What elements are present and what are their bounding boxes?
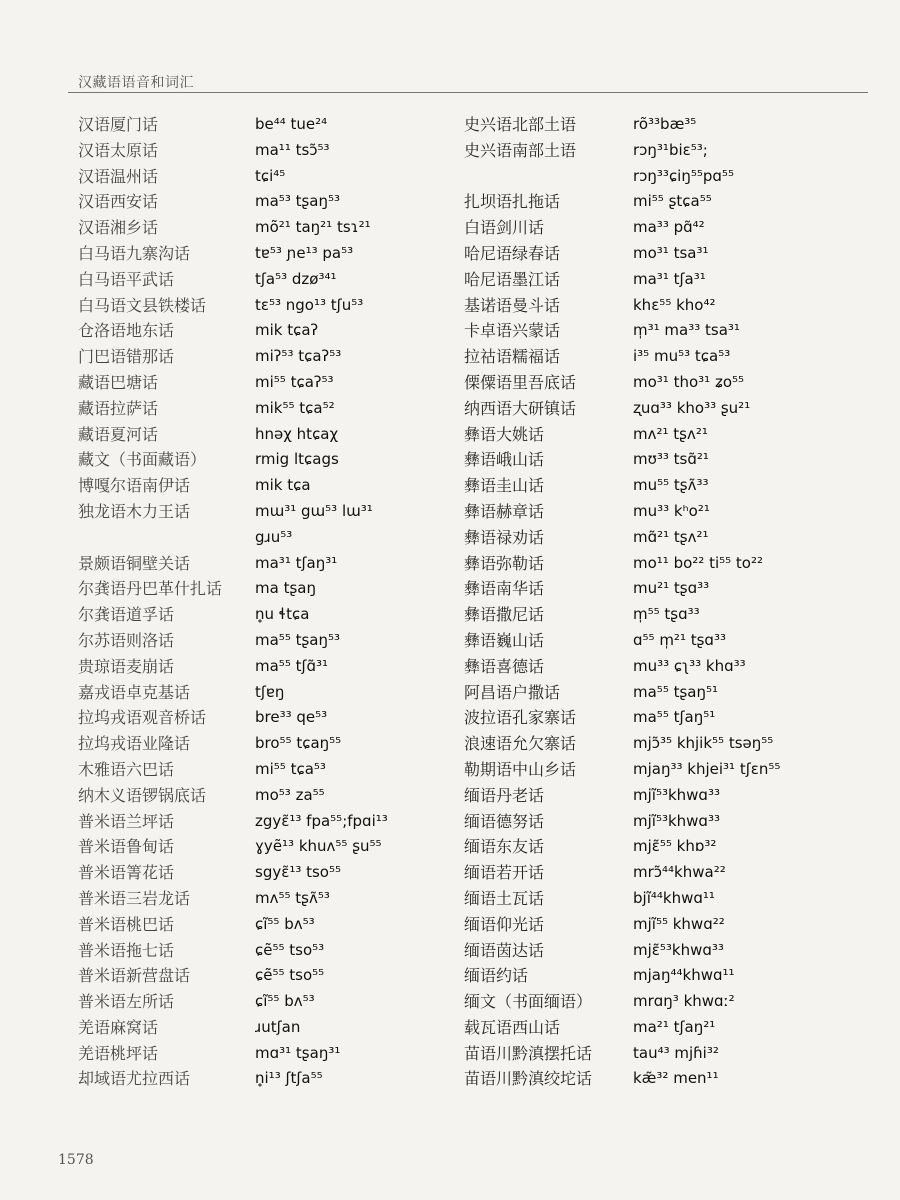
entry-row [60, 886, 460, 912]
word-form: miʔ⁵³ tɕaʔ⁵³ [255, 347, 342, 366]
dialect-name: 缅语东友话 [464, 837, 545, 857]
word-form: mʌ⁵⁵ tʂʌ̃⁵³ [255, 888, 330, 907]
dialect-name: 阿昌语户撒话 [464, 682, 561, 702]
dialect-name: 白语剑川话 [464, 218, 545, 238]
word-form: mi⁵⁵ tɕaʔ⁵³ [255, 372, 334, 391]
dialect-name: 纳木义语锣锅底话 [78, 785, 207, 805]
dialect-name: 彝语峨山话 [464, 450, 545, 470]
page-number: 1578 [58, 1152, 94, 1168]
entry-row [60, 912, 460, 938]
entry-row [60, 602, 460, 628]
entry-row [60, 551, 460, 577]
entry-row [455, 422, 875, 448]
dialect-name: 苗语川黔滇绞坨话 [464, 1069, 593, 1089]
dialect-name: 缅文（书面缅语） [464, 992, 593, 1012]
word-form: sgyɛ̃¹³ tso⁵⁵ [255, 863, 342, 882]
word-form: mik tɕa [255, 476, 311, 495]
entry-row [455, 396, 875, 422]
dialect-name: 扎坝语扎拖话 [464, 192, 561, 212]
entry-row [455, 731, 875, 757]
dialect-name: 门巴语错那话 [78, 347, 175, 367]
dialect-name: 普米语三岩龙话 [78, 888, 191, 908]
word-form: mu²¹ tʂɑ³³ [633, 579, 710, 598]
dialect-name: 普米语桃巴话 [78, 914, 175, 934]
word-form: bre³³ qe⁵³ [255, 708, 328, 727]
word-form: ma²¹ tʃaŋ²¹ [633, 1017, 716, 1036]
entry-row [455, 1066, 875, 1092]
entry-row [60, 112, 460, 138]
entry-row [60, 499, 460, 525]
left-column [60, 112, 460, 1092]
entry-row [455, 757, 875, 783]
entry-row [60, 267, 460, 293]
word-form: kæ̃³² men¹¹ [633, 1069, 719, 1088]
entry-row [60, 138, 460, 164]
word-form: hnəχ htɕaχ [255, 424, 339, 443]
entry-row [455, 189, 875, 215]
word-form: zgyɛ̃¹³ fpa⁵⁵;fpɑi¹³ [255, 811, 388, 830]
dialect-name: 史兴语南部土语 [464, 140, 577, 160]
dialect-name: 藏文（书面藏语） [78, 450, 207, 470]
entry-row [455, 293, 875, 319]
word-form: mɯ³¹ gɯ⁵³ lɯ³¹ [255, 501, 373, 520]
word-form: tʃɐŋ [255, 682, 285, 701]
entry-row [60, 1041, 460, 1067]
word-form: be⁴⁴ tue²⁴ [255, 115, 328, 133]
entry-row [455, 576, 875, 602]
word-form: ma tʂaŋ [255, 579, 316, 598]
word-form: mɑ̃²¹ tʂʌ²¹ [633, 527, 709, 546]
entry-row [60, 680, 460, 706]
dialect-name: 基诺语曼斗话 [464, 295, 561, 315]
entry-row [455, 344, 875, 370]
dialect-name: 苗语川黔滇摆托话 [464, 1043, 593, 1063]
dialect-name: 载瓦语西山话 [464, 1017, 561, 1037]
word-form: mʌ²¹ tʂʌ²¹ [633, 424, 708, 443]
word-form: tɐ⁵³ ɲe¹³ pa⁵³ [255, 243, 354, 262]
entry-row [455, 164, 875, 190]
word-form: ma³¹ tʃa³¹ [633, 269, 706, 288]
entry-row [60, 628, 460, 654]
entry-row [60, 1066, 460, 1092]
dialect-name: 藏语巴塘话 [78, 372, 159, 392]
dialect-name: 白马语平武话 [78, 269, 175, 289]
word-form: ɕẽ⁵⁵ tso⁵⁵ [255, 966, 325, 985]
entry-row [455, 602, 875, 628]
word-form: mik⁵⁵ tɕa⁵² [255, 398, 335, 417]
entry-row [60, 164, 460, 190]
dialect-name: 拉祜语糯福话 [464, 347, 561, 367]
dialect-name: 羌语桃坪话 [78, 1043, 159, 1063]
word-form: m̩³¹ ma³³ tsa³¹ [633, 321, 740, 340]
dialect-name: 普米语鲁甸话 [78, 837, 175, 857]
word-form: mõ²¹ taŋ²¹ tsɿ²¹ [255, 218, 371, 237]
dialect-name: 缅语德努话 [464, 811, 545, 831]
entry-row [455, 499, 875, 525]
entry-row [60, 938, 460, 964]
dialect-name: 彝语撒尼话 [464, 605, 545, 625]
dialect-name: 波拉语孔家寨话 [464, 708, 577, 728]
word-form: rɔŋ³³ɕiŋ⁵⁵pɑ⁵⁵ [633, 166, 734, 185]
dialect-name: 汉语西安话 [78, 192, 159, 212]
dialect-name: 羌语麻窝话 [78, 1017, 159, 1037]
entry-row [455, 834, 875, 860]
word-form: ma⁵⁵ tʃaŋ⁵¹ [633, 708, 716, 727]
entry-row [455, 318, 875, 344]
word-form: bro⁵⁵ tɕaŋ⁵⁵ [255, 734, 342, 753]
dialect-name: 藏语夏河话 [78, 424, 159, 444]
word-form: ɑ⁵⁵ m̩²¹ tʂɑ³³ [633, 630, 726, 649]
dialect-name: 白马语文县铁楼话 [78, 295, 207, 315]
dialect-name: 嘉戎语卓克基话 [78, 682, 191, 702]
word-form: ʐuɑ³³ kho³³ ʂu²¹ [633, 398, 751, 417]
dialect-name: 彝语南华话 [464, 579, 545, 599]
entry-row [455, 370, 875, 396]
entry-row [60, 370, 460, 396]
entry-row [60, 422, 460, 448]
dialect-name: 彝语赫章话 [464, 501, 545, 521]
entry-row [60, 963, 460, 989]
word-form: rmig ltɕags [255, 450, 339, 469]
entry-row [455, 963, 875, 989]
dialect-name: 哈尼语绿春话 [464, 243, 561, 263]
word-form: ma³³ pɑ̃⁴² [633, 218, 705, 237]
dialect-name: 仓洛语地东话 [78, 321, 175, 341]
entry-row [60, 705, 460, 731]
word-form: mjaŋ³³ khjei³¹ tʃɛn⁵⁵ [633, 759, 781, 778]
dialect-name: 彝语巍山话 [464, 630, 545, 650]
dialect-name: 尔苏语则洛话 [78, 630, 175, 650]
dialect-name: 缅语若开话 [464, 863, 545, 883]
dialect-name: 彝语弥勒话 [464, 553, 545, 573]
entry-row [60, 783, 460, 809]
word-form: mjɔ̃³⁵ khjik⁵⁵ tsəŋ⁵⁵ [633, 734, 774, 753]
dialect-name: 尔龚语道孚话 [78, 605, 175, 625]
entry-row [60, 396, 460, 422]
entry-row [455, 551, 875, 577]
word-form: mu³³ ɕʅ³³ khɑ³³ [633, 656, 746, 675]
word-form: tʃa⁵³ dzø³⁴¹ [255, 269, 337, 288]
word-form: ɕĩ⁵⁵ bʌ⁵³ [255, 914, 315, 933]
entry-row [455, 215, 875, 241]
word-form: mjaŋ⁴⁴khwɑ¹¹ [633, 966, 735, 985]
word-form: mɑ³¹ tʂaŋ³¹ [255, 1043, 341, 1062]
word-form: ma⁵⁵ tʂaŋ⁵¹ [633, 682, 719, 701]
dialect-name: 汉语湘乡话 [78, 218, 159, 238]
dialect-name: 勒期语中山乡话 [464, 759, 577, 779]
entry-row [455, 809, 875, 835]
entry-row [60, 860, 460, 886]
word-form: mo³¹ tho³¹ ʑo⁵⁵ [633, 372, 745, 391]
dialect-name: 缅语仰光话 [464, 914, 545, 934]
dialect-name: 却域语尤拉西话 [78, 1069, 191, 1089]
word-form: mrɔ̃⁴⁴khwa²² [633, 863, 726, 882]
entry-row [455, 525, 875, 551]
word-form: rɔŋ³¹biɛ⁵³; [633, 140, 708, 159]
entry-row [455, 680, 875, 706]
dialect-name: 缅语土瓦话 [464, 888, 545, 908]
entry-row [455, 241, 875, 267]
word-form: ɕẽ⁵⁵ tso⁵³ [255, 940, 325, 959]
word-form: i³⁵ mu⁵³ tɕa⁵³ [633, 347, 731, 366]
dialect-name: 博嘎尔语南伊话 [78, 476, 191, 496]
entry-row [455, 628, 875, 654]
entry-row [60, 189, 460, 215]
entry-row [60, 654, 460, 680]
dialect-name: 傈僳语里吾底话 [464, 372, 577, 392]
entry-row [60, 473, 460, 499]
word-form: ma⁵³ tʂaŋ⁵³ [255, 192, 341, 211]
dialect-name: 汉语太原话 [78, 140, 159, 160]
dialect-name: 纳西语大研镇话 [464, 398, 577, 418]
word-form: n̥u ɬtɕa [255, 605, 310, 624]
word-form: khɛ⁵⁵ kho⁴² [633, 295, 716, 314]
word-form: mo³¹ tsa³¹ [633, 243, 709, 262]
entry-row [455, 654, 875, 680]
dialect-name: 彝语禄劝话 [464, 527, 545, 547]
dialect-name: 白马语九寨沟话 [78, 243, 191, 263]
dialect-name: 拉坞戎语观音桥话 [78, 708, 207, 728]
entry-row [455, 912, 875, 938]
entry-row [455, 783, 875, 809]
dialect-name: 彝语圭山话 [464, 476, 545, 496]
dialect-name: 贵琼语麦崩话 [78, 656, 175, 676]
word-form: rõ³³bæ³⁵ [633, 115, 697, 133]
word-form: mrɑŋ³ khwɑː² [633, 992, 735, 1011]
entry-row [455, 473, 875, 499]
dialect-name: 独龙语木力王话 [78, 501, 191, 521]
word-form: mjɛ̃⁵⁵ khɒ³² [633, 837, 717, 856]
word-form: mu³³ kʰo²¹ [633, 501, 710, 520]
word-form: tɕi⁴⁵ [255, 166, 286, 185]
entry-row [455, 447, 875, 473]
dialect-name: 缅语约话 [464, 966, 529, 986]
dialect-name: 普米语箐花话 [78, 863, 175, 883]
word-form: ɕĩ⁵⁵ bʌ⁵³ [255, 992, 315, 1011]
entry-row [60, 344, 460, 370]
word-form: mʊ³³ tsɑ̃²¹ [633, 450, 709, 469]
word-form: mjĩ⁵⁵ khwɑ²² [633, 914, 725, 933]
word-form: tɛ⁵³ ngo¹³ tʃu⁵³ [255, 295, 364, 314]
dialect-name: 普米语新营盘话 [78, 966, 191, 986]
right-column [455, 112, 875, 1092]
dialect-name: 藏语拉萨话 [78, 398, 159, 418]
dialect-name: 浪速语允欠寨话 [464, 734, 577, 754]
dialect-name: 缅语茵达话 [464, 940, 545, 960]
dialect-name: 彝语喜德话 [464, 656, 545, 676]
dialect-name: 景颇语铜壁关话 [78, 553, 191, 573]
entry-row [455, 860, 875, 886]
word-form: ma⁵⁵ tʂaŋ⁵³ [255, 630, 341, 649]
entry-row [60, 318, 460, 344]
word-form: mu⁵⁵ tʂʌ̃³³ [633, 476, 709, 495]
word-form: tau⁴³ mjɦi³² [633, 1043, 719, 1062]
entry-row [455, 138, 875, 164]
word-form: ma⁵⁵ tʃɑ̃³¹ [255, 656, 329, 675]
entry-row [60, 293, 460, 319]
entry-row [455, 112, 875, 138]
entry-row [60, 809, 460, 835]
entry-row [60, 1015, 460, 1041]
dialect-name: 卡卓语兴蒙话 [464, 321, 561, 341]
word-form: ɹutʃan [255, 1017, 301, 1036]
word-form: mjɛ̃⁵³khwɑ³³ [633, 940, 724, 959]
dialect-name: 汉语温州话 [78, 166, 159, 186]
dialect-name: 木雅语六巴话 [78, 759, 175, 779]
entry-row [455, 705, 875, 731]
entry-row [455, 1015, 875, 1041]
word-form: mjĩ⁵³khwɑ³³ [633, 785, 720, 804]
entry-row [60, 241, 460, 267]
word-form: mo⁵³ za⁵⁵ [255, 785, 325, 804]
dialect-name: 拉坞戎语业隆话 [78, 734, 191, 754]
dialect-name: 普米语拖七话 [78, 940, 175, 960]
entry-row [455, 886, 875, 912]
header-rule [68, 92, 868, 93]
entry-row [60, 989, 460, 1015]
dialect-name: 史兴语北部土语 [464, 115, 577, 134]
entry-row [60, 731, 460, 757]
entry-row [60, 576, 460, 602]
entry-row [455, 267, 875, 293]
word-form: ma³¹ tʃaŋ³¹ [255, 553, 338, 572]
dialect-name: 缅语丹老话 [464, 785, 545, 805]
dialect-name: 彝语大姚话 [464, 424, 545, 444]
word-form: n̥i¹³ ʃtʃa⁵⁵ [255, 1069, 323, 1088]
word-form: mi⁵⁵ tɕa⁵³ [255, 759, 326, 778]
dialect-name: 普米语兰坪话 [78, 811, 175, 831]
running-header: 汉藏语语音和词汇 [78, 75, 194, 91]
entry-row [455, 989, 875, 1015]
word-form: ɣyẽ¹³ khuʌ⁵⁵ ʂu⁵⁵ [255, 837, 382, 856]
entry-row [60, 757, 460, 783]
word-form: ma¹¹ tsɔ̃⁵³ [255, 140, 330, 159]
entry-row [60, 525, 460, 551]
dialect-name: 普米语左所话 [78, 992, 175, 1012]
word-form: mi⁵⁵ ʂtɕa⁵⁵ [633, 192, 712, 211]
entry-row [60, 834, 460, 860]
entry-row [455, 938, 875, 964]
entry-row [60, 215, 460, 241]
word-form: mik tɕaʔ [255, 321, 319, 340]
dialect-name: 汉语厦门话 [78, 115, 159, 134]
entry-row [455, 1041, 875, 1067]
word-form: bjĩ⁴⁴khwɑ¹¹ [633, 888, 715, 907]
word-form: mjĩ⁵³khwɑ³³ [633, 811, 720, 830]
dialect-name: 哈尼语墨江话 [464, 269, 561, 289]
word-form: m̩⁵⁵ tʂɑ³³ [633, 605, 700, 624]
dialect-name: 尔龚语丹巴革什扎话 [78, 579, 223, 599]
word-form: gɹu⁵³ [255, 527, 293, 546]
entry-row [60, 447, 460, 473]
word-form: mo¹¹ bo²² ti⁵⁵ to²² [633, 553, 764, 572]
